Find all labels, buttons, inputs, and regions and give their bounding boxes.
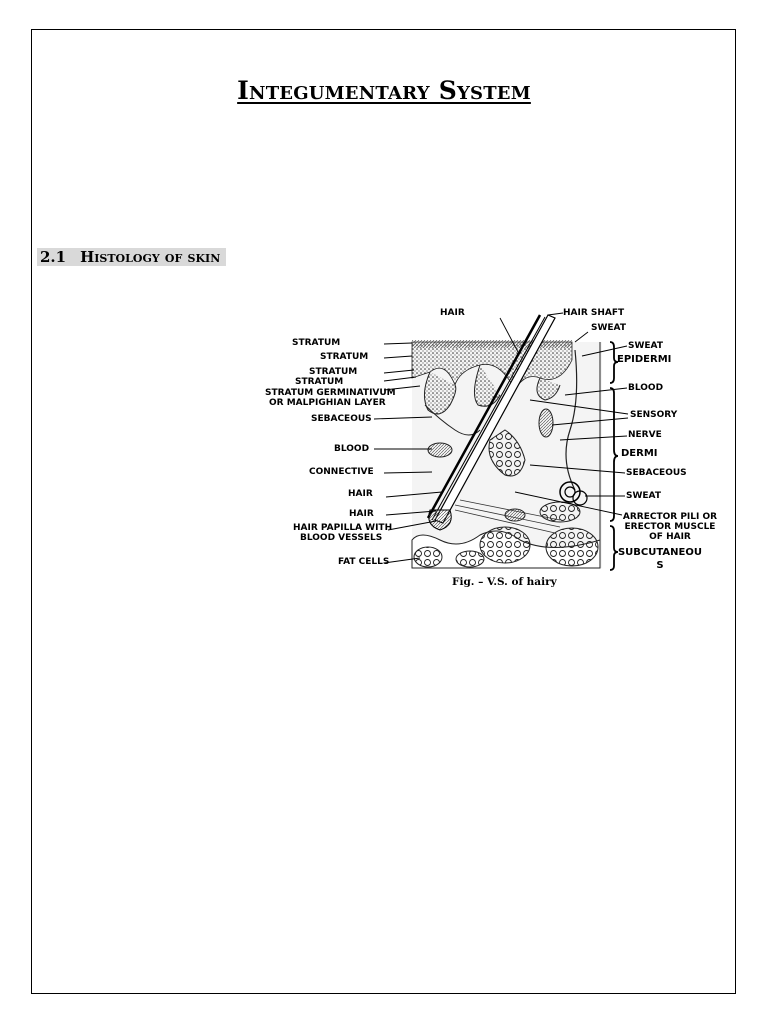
label-stratum-corneum: STRATUM [292,338,341,348]
label-blood-capillaries: BLOOD [628,383,664,393]
label-sweat-right: SWEAT [628,341,663,351]
label-subcutaneous-s: S [656,560,664,571]
label-fat-cells: FAT CELLS [338,557,390,567]
label-stratum-granulosum: STRATUM [309,367,358,377]
label-blood-vessels: BLOOD VESSELS [300,533,383,543]
label-sweat-pore: SWEAT [591,323,626,333]
label-sebaceous-right: SEBACEOUS [626,468,687,478]
label-epidermis: EPIDERMI [617,354,672,365]
label-sweat-gland: SWEAT [626,491,661,501]
label-of-hair: OF HAIR [649,532,691,542]
label-hair-follicle: HAIR [348,489,373,499]
label-stratum-lucidum: STRATUM [320,352,369,362]
label-subcutaneous: SUBCUTANEOU [617,547,702,558]
figure-caption: Fig. – V.S. of hairy [452,576,557,588]
section-title: Histology of skin [80,248,221,266]
label-hair: HAIR [440,308,465,318]
label-hair-bulb: HAIR [349,509,374,519]
label-erector-muscle: ERECTOR MUSCLE [624,522,716,532]
label-malpighian-layer: OR MALPIGHIAN LAYER [269,398,386,408]
label-nerve-fibre: NERVE [628,430,662,440]
label-hair-papilla: HAIR PAPILLA WITH [293,523,393,533]
label-stratum-spinosum: STRATUM [295,377,344,387]
label-connective-tissue: CONNECTIVE [309,467,374,477]
label-blood-left: BLOOD [334,444,370,454]
document-title: Integumentary System [237,76,531,105]
section-number: 2.1 [40,248,67,266]
label-sebaceous-left: SEBACEOUS [311,414,372,424]
label-dermis: DERMI [621,448,658,459]
label-stratum-germinativum: STRATUM GERMINATIVUM [265,388,396,398]
label-arrector-pili: ARRECTOR PILI OR [622,512,718,522]
label-hair-shaft: HAIR SHAFT [563,308,625,318]
label-sensory-corpuscles: SENSORY [630,410,678,420]
